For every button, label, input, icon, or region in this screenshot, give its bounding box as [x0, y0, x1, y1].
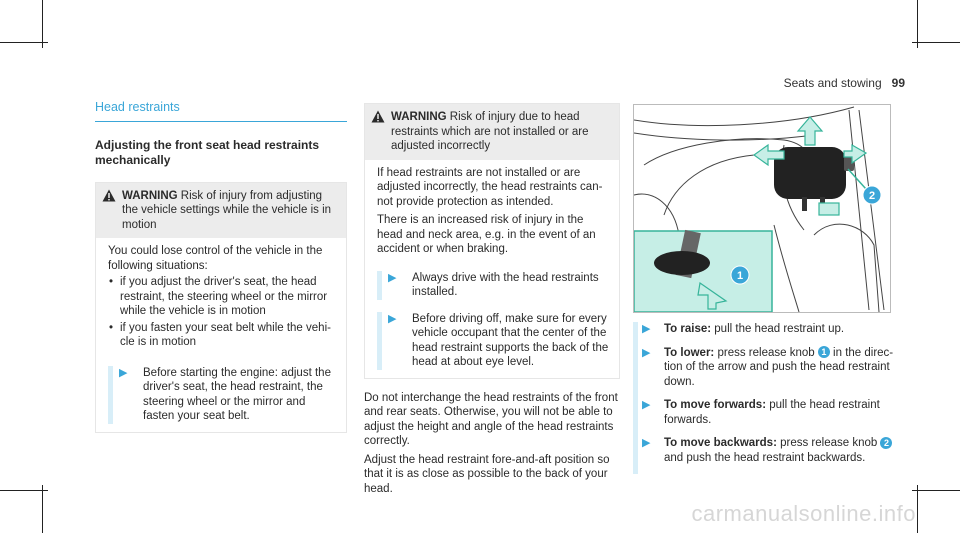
illustration-svg [634, 105, 890, 312]
step-text: pull the head restraint up. [714, 323, 845, 335]
left-column [95, 100, 347, 433]
step-text: and push the head restraint backwards. [664, 451, 866, 464]
head-restraint-illustration [633, 104, 891, 313]
step-text: press release knob [717, 346, 815, 359]
step-backwards [638, 436, 898, 465]
body-paragraph: Do not interchange the head restraints of the front and rear seats. Otherwise, you will not be able to adjust the height and angle of the head restraints correctly. [364, 391, 618, 447]
arrow-right-icon: ▶ [388, 312, 397, 325]
instruction [377, 271, 611, 300]
arrow-right-icon: ▶ [119, 366, 128, 379]
callout-1: 1 [736, 270, 744, 282]
step-text: press release knob [780, 437, 878, 449]
step-text: pull the head restraint forwards. [664, 399, 880, 426]
warning-body [96, 238, 346, 432]
warning-intro: You could lose control of the vehicle in the following situations: [108, 245, 323, 272]
crop-mark [0, 490, 48, 491]
callout-badge-1: 1 [818, 346, 830, 358]
warning-bullet: • if you adjust the driver's seat, the head restraint, the steering wheel or the mirror while the vehicle is in motion [108, 275, 338, 319]
step-label: To raise: [664, 323, 712, 335]
arrow-right-icon: ▶ [642, 346, 651, 359]
header-section: Seats and stowing [783, 76, 882, 90]
instruction-steps [633, 322, 898, 474]
body-paragraph: Adjust the head restraint fore-and-aft position so that it is as close as possible to the back of your head. [364, 453, 610, 495]
instruction [108, 366, 338, 424]
step-label: To move backwards: [664, 437, 777, 449]
warning-head-text: Risk of injury due to head restraints which are not installed or are adjusted incorrectly [391, 111, 589, 152]
step-raise [638, 322, 898, 337]
arrow-right-icon: ▶ [642, 399, 651, 411]
page-header [784, 76, 905, 90]
instruction-text: Before driving off, make sure for every vehicle occupant that the center of the head restraint supports the back of the head at about eye level. [412, 312, 609, 368]
step-label: To move forwards: [664, 399, 767, 411]
arrow-right-icon: ▶ [388, 271, 397, 284]
crop-mark [42, 485, 43, 533]
page-number: 99 [891, 76, 905, 90]
warning-header [365, 104, 619, 160]
crop-mark [42, 0, 43, 48]
crop-mark [912, 42, 960, 43]
instruction-text: Always drive with the head restraints installed. [412, 271, 599, 298]
warning-bullet: • if you fasten your seat belt while the vehi- cle is in motion [108, 321, 338, 350]
arrow-right-icon: ▶ [642, 323, 651, 335]
warning-body [365, 160, 619, 378]
callout-badge-2: 2 [880, 437, 892, 449]
step-lower [638, 346, 898, 390]
warning-triangle-icon [102, 189, 116, 202]
section-title: Head restraints [95, 100, 347, 122]
watermark: carmanualsonline.info [691, 501, 916, 526]
instruction-text: Before starting the engine: adjust the driver's seat, the head restraint, the steering wheel or the mirror and fasten your seat belt. [143, 366, 331, 422]
warning-head-text: Risk of injury from adjusting the vehicle settings while the vehicle is in motion [122, 189, 332, 231]
step-label: To lower: [664, 346, 715, 359]
crop-mark [912, 490, 960, 491]
warning-label: WARNING [391, 111, 447, 123]
step-forwards [638, 398, 898, 427]
warning-box [364, 103, 620, 379]
crop-mark [0, 42, 48, 43]
subsection-title: Adjusting the front seat head restraints mechanically [95, 137, 320, 167]
crop-mark [917, 485, 918, 533]
warning-paragraph: If head restraints are not installed or are adjusted incorrectly, the head restraints can- not provide protection as intended. [377, 166, 603, 208]
warning-triangle-icon [371, 110, 385, 123]
step-text: in the direc- tion of the arrow and push the head restraint down. [664, 346, 894, 388]
middle-column [364, 103, 620, 496]
instruction [377, 312, 611, 370]
warning-label: WARNING [122, 189, 178, 202]
warning-box [95, 182, 347, 433]
warning-paragraph: There is an increased risk of injury in the head and neck area, e.g. in the event of an accident or when braking. [377, 214, 596, 255]
warning-header [96, 183, 346, 239]
callout-2: 2 [868, 190, 876, 202]
crop-mark [917, 0, 918, 48]
arrow-right-icon: ▶ [642, 437, 651, 449]
